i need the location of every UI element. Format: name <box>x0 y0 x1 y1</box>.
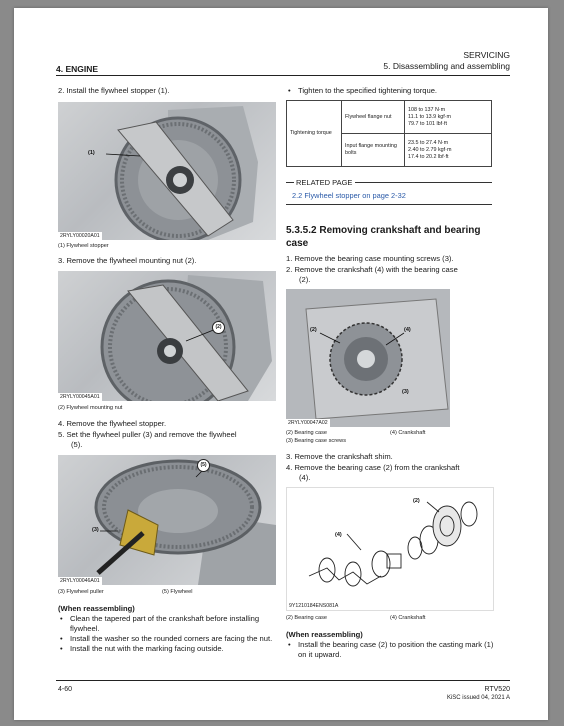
reassembling-bullet: • Install the bearing case (2) to position the casting mark (1) on it upward. <box>286 640 494 660</box>
flywheel-nut-illustration <box>58 271 276 401</box>
callout-3: (3) <box>402 389 409 395</box>
section-title <box>286 224 481 250</box>
right-step-4-cont: (4). <box>299 473 311 482</box>
caption-bearing-case: (2) Bearing case <box>286 430 328 436</box>
flywheel-puller-illustration <box>58 455 276 585</box>
footer-right <box>447 685 510 703</box>
left-step-4: 4. Remove the flywheel stopper. <box>58 419 167 428</box>
header-subsection: 5. Disassembling and assembling <box>383 61 510 71</box>
figure-id: 9Y1210184ENS081A <box>289 603 339 609</box>
header-rule <box>56 75 510 76</box>
right-step-2: 2. Remove the crankshaft (4) with the bearing case <box>286 265 458 274</box>
related-rule-right <box>355 182 492 183</box>
caption-flywheel-stopper: (1) Flywheel stopper <box>58 243 109 249</box>
torque-value-nm: 23.5 to 27.4 N·m <box>408 139 449 146</box>
callout-4: (4) <box>335 532 342 538</box>
tighten-instruction: • Tighten to the specified tightening torque. <box>286 86 437 96</box>
torque-table <box>286 100 492 167</box>
right-step-2-cont: (2). <box>299 275 311 284</box>
reassembling-bullet: • Install the washer so the rounded corners are facing the nut. <box>58 634 280 644</box>
left-reassembling-list <box>58 614 280 654</box>
caption-crankshaft: (4) Crankshaft <box>390 615 426 621</box>
torque-values <box>405 101 492 134</box>
callout-2: (2) <box>310 327 317 333</box>
flywheel-stopper-illustration <box>58 102 276 240</box>
caption-flywheel-puller: (3) Flywheel puller <box>58 589 104 595</box>
figure-id: 2RYLY00047A02 <box>288 420 328 426</box>
related-page-link[interactable]: 2.2 Flywheel stopper on page 2-32 <box>292 191 406 200</box>
figure-flywheel-stopper <box>58 102 276 240</box>
torque-value-lbf: 79.7 to 101 lbf·ft <box>408 120 447 127</box>
related-page-title: RELATED PAGE <box>296 178 353 187</box>
related-rule-bottom <box>286 204 492 205</box>
right-step-4: 4. Remove the bearing case (2) from the crankshaft <box>286 463 460 472</box>
section-title-line-2: case <box>286 238 309 249</box>
figure-crankshaft-exploded <box>286 487 494 611</box>
callout-1: (1) <box>88 150 95 156</box>
right-step-1: 1. Remove the bearing case mounting screws (3). <box>286 254 454 263</box>
bearing-case-illustration <box>286 289 450 427</box>
torque-value-kgf: 11.1 to 13.9 kgf·m <box>408 113 452 120</box>
right-tighten <box>286 86 437 96</box>
related-page-box <box>286 178 492 205</box>
torque-values <box>405 134 492 167</box>
left-step-5: 5. Set the flywheel puller (3) and remove the flywheel <box>58 430 237 439</box>
torque-value-kgf: 2.40 to 2.79 kgf·m <box>408 146 452 153</box>
torque-table-label: Tightening torque <box>287 101 342 167</box>
caption-bearing-case: (2) Bearing case <box>286 615 328 621</box>
manual-page <box>14 8 548 720</box>
figure-flywheel-puller <box>58 455 276 585</box>
footer-rule <box>56 680 510 681</box>
callout-3: (3) <box>92 527 99 533</box>
caption-flywheel-nut: (2) Flywheel mounting nut <box>58 405 123 411</box>
reassembling-bullet: • Clean the tapered part of the crankshaft before installing flywheel. <box>58 614 280 634</box>
figure-id: 2RYLY00046A01 <box>60 578 100 584</box>
footer-model: RTV520 <box>484 686 510 693</box>
figure-flywheel-nut <box>58 271 276 401</box>
caption-flywheel: (5) Flywheel <box>162 589 193 595</box>
left-step-5-cont: (5). <box>71 440 83 449</box>
header-section: SERVICING <box>463 50 510 60</box>
callout-5: (5) <box>197 459 210 472</box>
callout-4: (4) <box>404 327 411 333</box>
page-number: 4-60 <box>58 686 73 693</box>
figure-id: 2RYLY00020A01 <box>60 233 100 239</box>
callout-2: (2) <box>212 321 225 334</box>
related-rule-left <box>286 182 294 183</box>
left-reassembling-title: (When reassembling) <box>58 604 135 613</box>
figure-bearing-case <box>286 289 450 427</box>
left-step-3: 3. Remove the flywheel mounting nut (2). <box>58 256 197 265</box>
torque-value-lbf: 17.4 to 20.2 lbf·ft <box>408 153 449 160</box>
header-chapter: 4. ENGINE <box>56 64 99 74</box>
right-reassembling-title: (When reassembling) <box>286 630 363 639</box>
caption-bearing-case-screws: (3) Bearing case screws <box>286 438 346 444</box>
footer-issued: KiSC issued 04, 2021 A <box>446 695 510 701</box>
right-step-3: 3. Remove the crankshaft shim. <box>286 452 393 461</box>
left-step-2: 2. Install the flywheel stopper (1). <box>58 86 170 95</box>
right-reassembling-list <box>286 640 494 660</box>
section-title-line-1: 5.3.5.2 Removing crankshaft and bearing <box>286 225 481 236</box>
torque-item: Input flange mounting bolts <box>342 134 405 167</box>
callout-2: (2) <box>413 498 420 504</box>
torque-item: Flywheel flange nut <box>342 101 405 134</box>
header-right <box>383 50 510 72</box>
reassembling-bullet: • Install the nut with the marking facing outside. <box>58 644 280 654</box>
figure-id: 2RYLY00045A01 <box>60 394 100 400</box>
related-page-header <box>286 178 492 187</box>
caption-crankshaft: (4) Crankshaft <box>390 430 426 436</box>
torque-value-nm: 108 to 137 N·m <box>408 106 446 113</box>
crankshaft-exploded-illustration <box>287 488 493 610</box>
